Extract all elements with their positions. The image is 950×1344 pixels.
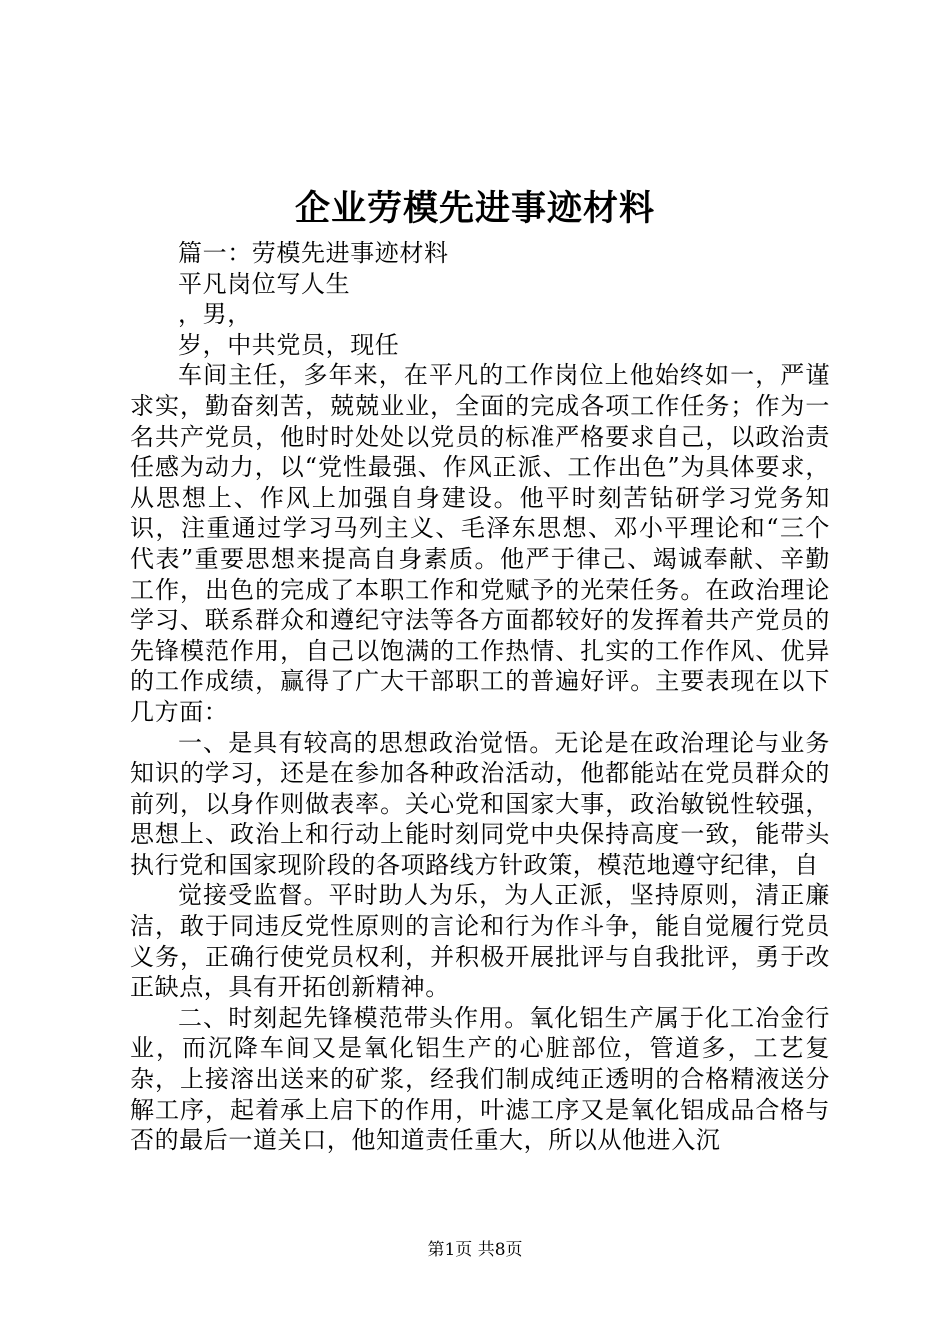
document-body [130, 238, 830, 1156]
paragraph-intro: 车间主任，多年来，在平凡的工作岗位上他始终如一，严谨求实，勤奋刻苦，兢兢业业，全面的完成各项工作任务；作为一名共产党员，他时时处处以党员的标准严格要求自己，以政治责任感为动力，以“党性最强、作风正派、工作出色”为具体要求，从思想上、作风上加强自身建设。他平时刻苦钻研学习党务知识，注重通过学习马列主义、毛泽东思想、邓小平理论和“三个代表”重要思想来提高自身素质。他严于律己、竭诚奉献、辛勤工作，出色的完成了本职工作和党赋予的光荣任务。在政治理论学习、联系群众和遵纪守法等各方面都较好的发挥着共产党员的先锋模范作用，自己以饱满的工作热情、扎实的工作作风、优异的工作成绩，赢得了广大干部职工的普遍好评。主要表现在以下几方面： [130, 361, 830, 726]
paragraph-section-heading: 篇一：劳模先进事迹材料 [178, 239, 449, 267]
document-title: 企业劳模先进事迹材料 [294, 188, 655, 229]
paragraph-point-one: 一、是具有较高的思想政治觉悟。无论是在政治理论与业务知识的学习，还是在参加各种政治活动，他都能站在党员群众的前列，以身作则做表率。关心党和国家大事，政治敏锐性较强，思想上、政治上和行动上能时刻同党中央保持高度一致，能带头执行党和国家现阶段的各项路线方针政策，模范地遵守纪律，自 [130, 728, 830, 879]
paragraph-point-one-cont: 觉接受监督。平时助人为乐，为人正派，坚持原则，清正廉洁，敢于同违反党性原则的言论和行为作斗争，能自觉履行党员义务，正确行使党员权利，并积极开展批评与自我批评，勇于改正缺点，具有开拓创新精神。 [130, 881, 830, 1002]
paragraph-point-two: 二、时刻起先锋模范带头作用。氧化铝生产属于化工冶金行业，而沉降车间又是氧化铝生产的心脏部位，管道多，工艺复杂，上接溶出送来的矿浆，经我们制成纯正透明的合格精液送分解工序，起着承上启下的作用，叶滤工序又是氧化铝成品合格与否的最后一道关口，他知道责任重大，所以从他进入沉 [130, 1003, 830, 1155]
paragraph-age-position: 岁，中共党员，现任 [178, 330, 400, 359]
paragraph-subtitle: 平凡岗位写人生 [178, 269, 351, 298]
page-footer: 第1页 共8页 [427, 1240, 523, 1260]
paragraph-gender: ，男， [178, 300, 252, 329]
